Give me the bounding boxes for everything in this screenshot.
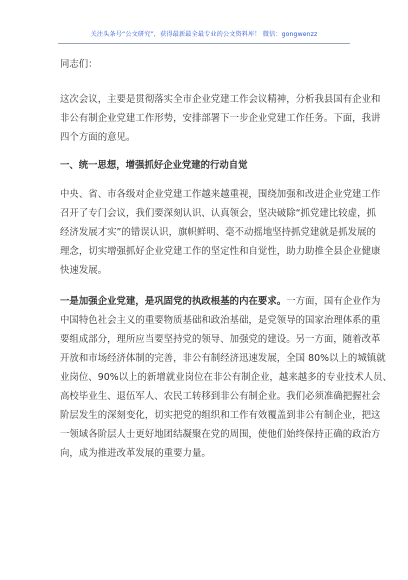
paragraph-line: 要组成部分，理所应当要坚持党的领导、加强党的建设。另一方面，随着改革 bbox=[60, 334, 381, 345]
ruling-foundation-paragraph bbox=[60, 292, 393, 463]
paragraph-line: 中央、省、市各级对企业党建工作越来越重视，围绕加强和改进企业党建工作 bbox=[60, 189, 381, 200]
paragraph-line: 非公有制企业党建工作形势，安排部署下一步企业党建工作任务。下面，我讲 bbox=[60, 113, 381, 124]
section-heading-one: 一、统一思想，增强抓好企业党建的行动自觉 bbox=[60, 160, 248, 171]
paragraph-line: 这次会议，主要是贯彻落实全市企业党建工作会议精神，分析我县国有企业和 bbox=[60, 94, 381, 105]
paragraph-line: 理念，切实增强抓好企业党建工作的坚定性和自觉性，助力助推全县企业健康 bbox=[60, 246, 381, 257]
document-body bbox=[60, 58, 393, 475]
paragraph-line: 阶层发生的深刻变化，切实把党的组织和工作有效覆盖到非公有制企业，把这 bbox=[60, 410, 381, 421]
salutation: 同志们： bbox=[60, 59, 98, 70]
promo-banner-text: 关注头条号“公文研究”，获得最新最全最专业的公文资料库！ 微信：gongwenzz bbox=[90, 30, 318, 38]
central-policy-paragraph bbox=[60, 185, 381, 280]
paragraph-line: 中国特色社会主义的重要物质基础和政治基础，是党领导的国家治理体系的重 bbox=[60, 315, 381, 326]
paragraph-line: 经济发展才实”的错误认识，旗帜鲜明、毫不动摇地坚持抓党建就是抓发展的 bbox=[60, 227, 376, 238]
paragraph-line: 业岗位、90%以上的新增就业岗位在非公有制企业，越来越多的专业技术人员、 bbox=[60, 372, 393, 383]
paragraph-line: 高校毕业生、退伍军人、农民工转移到非公有制企业。我们必须准确把握社会 bbox=[60, 391, 381, 402]
paragraph-first-line-rest: 一方面，国有企业作为 bbox=[286, 296, 381, 307]
paragraph-line: 快速发展。 bbox=[60, 265, 108, 276]
paragraph-line: 向，成为推进改革发展的重要力量。 bbox=[60, 448, 211, 459]
promo-banner bbox=[58, 23, 350, 44]
paragraph-line: 四个方面的意见。 bbox=[60, 132, 136, 143]
paragraph-lead: 一是加强企业党建，是巩固党的执政根基的内在要求。 bbox=[60, 296, 287, 307]
paragraph-first-line bbox=[60, 292, 381, 311]
intro-paragraph bbox=[60, 90, 381, 147]
paragraph-line: 一领域各阶层人士更好地团结凝聚在党的周围，使他们始终保持正确的政治方 bbox=[60, 429, 381, 440]
paragraph-line: 开放和市场经济体制的完善，非公有制经济迅速发展，全国 80%以上的城镇就 bbox=[60, 353, 386, 364]
paragraph-line: 召开了专门会议，我们要深刻认识、认真领会，坚决破除“抓党建比较虚，抓 bbox=[60, 208, 376, 219]
